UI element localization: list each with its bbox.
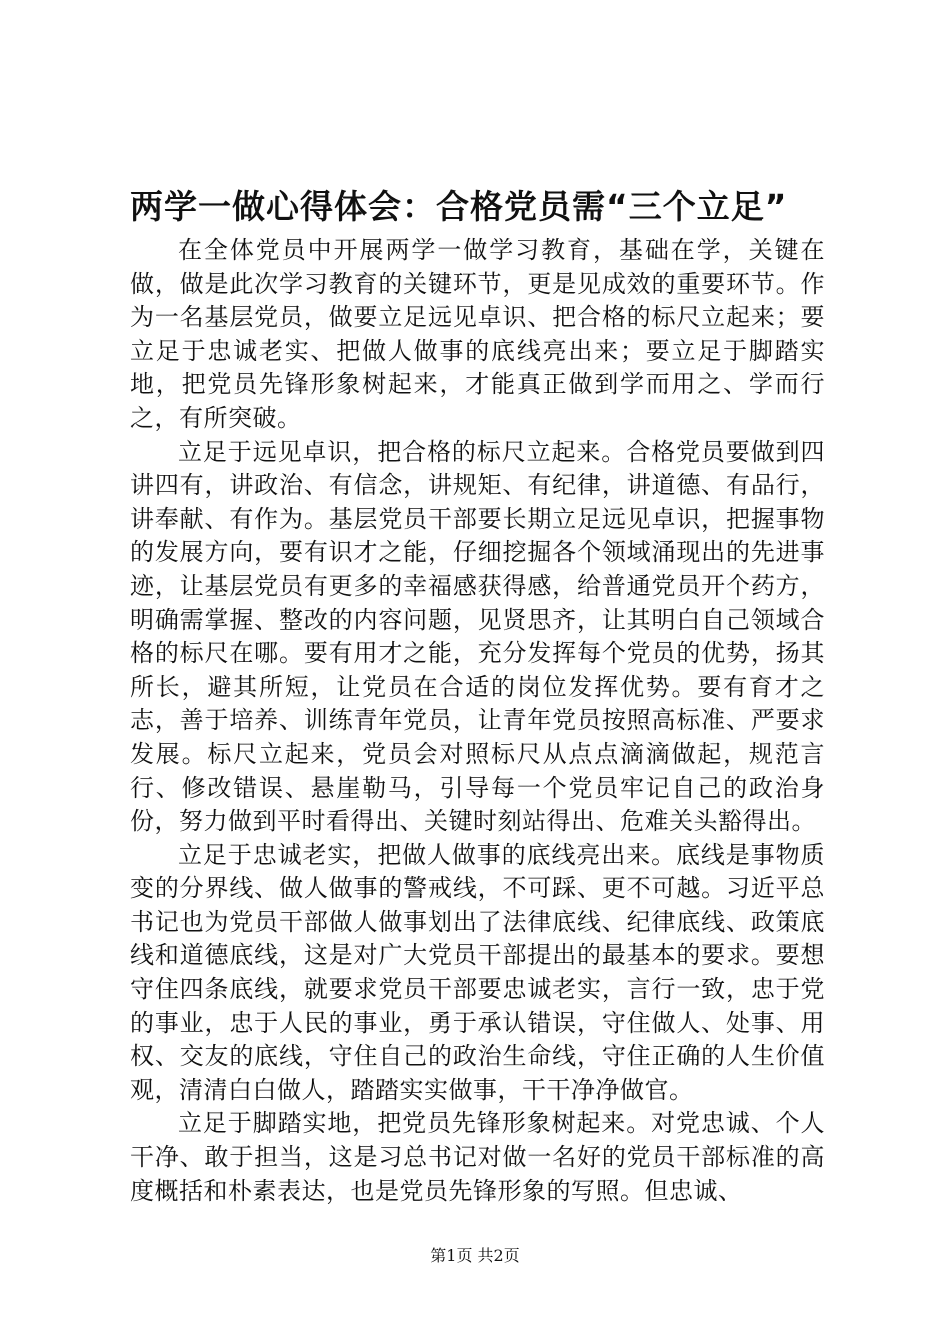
document-body: [130, 234, 825, 1208]
page-footer: 第1页 共2页: [430, 1246, 520, 1265]
paragraph-pioneer-image: 立足于脚踏实地，把党员先锋形象树起来。对党忠诚、个人干净、敢于担当，这是习总书记对做一名好的党员干部标准的高度概括和朴素表达，也是党员先锋形象的写照。但忠诚、: [130, 1109, 825, 1205]
paragraph-standard: 立足于远见卓识，把合格的标尺立起来。合格党员要做到四讲四有，讲政治、有信念，讲规矩、有纪律，讲道德、有品行，讲奉献、有作为。基层党员干部要长期立足远见卓识，把握事物的发展方向，要有识才之能，仔细挖掘各个领域涌现出的先进事迹，让基层党员有更多的幸福感获得感，给普通党员开个药方，明确需掌握、整改的内容问题，见贤思齐，让其明白自己领域合格的标尺在哪。要有用才之能，充分发挥每个党员的优势，扬其所长，避其所短，让党员在合适的岗位发挥优势。要有育才之志，善于培养、训练青年党员，让青年党员按照高标准、严要求发展。标尺立起来，党员会对照标尺从点点滴滴做起，规范言行、修改错误、悬崖勒马，引导每一个党员牢记自己的政治身份，努力做到平时看得出、关键时刻站得出、危难关头豁得出。: [130, 437, 825, 836]
paragraph-bottom-line: 立足于忠诚老实，把做人做事的底线亮出来。底线是事物质变的分界线、做人做事的警戒线，不可踩、更不可越。习近平总书记也为党员干部做人做事划出了法律底线、纪律底线、政策底线和道德底线，这是对广大党员干部提出的最基本的要求。要想守住四条底线，就要求党员干部要忠诚老实，言行一致，忠于党的事业，忠于人民的事业，勇于承认错误，守住做人、处事、用权、交友的底线，守住自己的政治生命线，守住正确的人生价值观，清清白白做人，踏踏实实做事，干干净净做官。: [130, 840, 825, 1104]
document-title: 两学一做心得体会：合格党员需“三个立足”: [130, 187, 788, 226]
paragraph-intro: 在全体党员中开展两学一做学习教育，基础在学，关键在做，做是此次学习教育的关键环节，更是见成效的重要环节。作为一名基层党员，做要立足远见卓识、把合格的标尺立起来；要立足于忠诚老实、把做人做事的底线亮出来；要立足于脚踏实地，把党员先锋形象树起来，才能真正做到学而用之、学而行之，有所突破。: [130, 236, 825, 432]
